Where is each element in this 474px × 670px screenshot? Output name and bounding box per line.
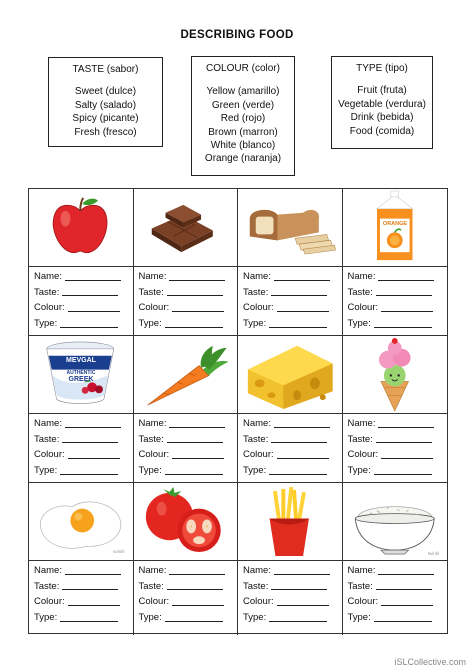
colour-answer-line[interactable] <box>172 458 224 459</box>
tomato-picture-cell <box>134 483 239 561</box>
type-answer-line[interactable] <box>374 621 432 622</box>
ice-cream-description-fields <box>343 414 448 483</box>
taste-label: Taste: <box>243 433 269 445</box>
cheese-description-fields <box>238 414 343 483</box>
taste-label: Taste: <box>138 433 164 445</box>
type-answer-line[interactable] <box>165 621 223 622</box>
taste-answer-line[interactable] <box>271 295 327 296</box>
taste-label: Taste: <box>347 580 373 592</box>
type-legend-item: Food (comida) <box>349 125 415 137</box>
colour-label: Colour: <box>243 302 274 314</box>
taste-legend-box <box>48 57 163 147</box>
tomato-description-fields <box>134 561 239 635</box>
taste-legend-item: Spicy (picante) <box>72 113 139 125</box>
colour-label: Colour: <box>34 596 65 608</box>
type-answer-line[interactable] <box>60 621 118 622</box>
colour-answer-line[interactable] <box>68 605 120 606</box>
yogurt-greek-label: GREEK <box>68 376 94 383</box>
taste-answer-line[interactable] <box>167 295 223 296</box>
chocolate-picture-cell <box>134 189 239 267</box>
taste-answer-line[interactable] <box>376 442 432 443</box>
apple-description-fields <box>29 267 134 336</box>
name-answer-line[interactable] <box>169 280 225 281</box>
orange-juice-description-fields <box>343 267 448 336</box>
colour-label: Colour: <box>347 302 379 314</box>
colour-legend-item: Yellow (amarillo) <box>206 86 280 98</box>
name-answer-line[interactable] <box>378 280 434 281</box>
taste-label: Taste: <box>243 286 269 298</box>
type-label: Type: <box>243 612 267 624</box>
name-label: Name: <box>347 418 376 430</box>
colour-label: Colour: <box>243 596 274 608</box>
type-legend-header: TYPE (tipo) <box>356 63 408 74</box>
carrot-description-fields <box>134 414 239 483</box>
colour-answer-line[interactable] <box>68 311 120 312</box>
fries-picture-cell <box>238 483 343 561</box>
type-answer-line[interactable] <box>165 327 223 328</box>
yogurt-authentic-label: AUTHENTIC <box>66 370 96 376</box>
type-label: Type: <box>34 465 58 477</box>
bread-icon <box>238 189 342 266</box>
watermark-label: twinkl <box>427 551 439 556</box>
type-legend-item: Fruit (fruta) <box>357 85 407 97</box>
ice-cream-icon <box>343 336 448 413</box>
name-label: Name: <box>243 418 271 430</box>
type-answer-line[interactable] <box>374 327 432 328</box>
colour-legend-item: Orange (naranja) <box>204 153 282 165</box>
type-label: Type: <box>243 465 267 477</box>
taste-label: Taste: <box>34 286 60 298</box>
cheese-icon <box>238 336 342 413</box>
taste-answer-line[interactable] <box>271 589 327 590</box>
colour-legend-item: White (blanco) <box>210 140 276 152</box>
taste-answer-line[interactable] <box>167 589 223 590</box>
colour-label: Colour: <box>138 449 170 461</box>
type-answer-line[interactable] <box>269 474 327 475</box>
type-answer-line[interactable] <box>165 474 223 475</box>
taste-legend-item: Fresh (fresco) <box>74 126 137 138</box>
taste-label: Taste: <box>34 433 60 445</box>
colour-label: Colour: <box>347 596 379 608</box>
taste-label: Taste: <box>347 433 373 445</box>
bread-picture-cell <box>238 189 343 267</box>
colour-label: Colour: <box>347 449 379 461</box>
colour-answer-line[interactable] <box>277 458 329 459</box>
taste-answer-line[interactable] <box>62 295 118 296</box>
chocolate-description-fields <box>134 267 239 336</box>
egg-description-fields <box>29 561 134 635</box>
apple-icon <box>29 189 133 266</box>
colour-label: Colour: <box>243 449 274 461</box>
name-answer-line[interactable] <box>65 427 121 428</box>
type-answer-line[interactable] <box>60 474 118 475</box>
type-label: Type: <box>347 465 371 477</box>
type-label: Type: <box>243 318 267 330</box>
name-label: Name: <box>138 565 167 577</box>
colour-legend-item: Green (verde) <box>211 99 275 111</box>
chocolate-icon <box>134 189 238 266</box>
name-label: Name: <box>243 565 271 577</box>
taste-answer-line[interactable] <box>376 295 432 296</box>
rice-picture-cell <box>343 483 448 561</box>
colour-answer-line[interactable] <box>277 605 329 606</box>
watermark-label: twinkl <box>113 549 125 554</box>
type-answer-line[interactable] <box>269 621 327 622</box>
colour-label: Colour: <box>34 449 65 461</box>
name-label: Name: <box>243 271 271 283</box>
type-label: Type: <box>138 465 162 477</box>
type-legend-item: Drink (bebida) <box>350 112 414 124</box>
name-answer-line[interactable] <box>65 574 121 575</box>
yogurt-description-fields <box>29 414 134 483</box>
name-label: Name: <box>138 271 167 283</box>
name-label: Name: <box>34 418 62 430</box>
taste-legend-item: Salty (salado) <box>74 99 137 111</box>
name-answer-line[interactable] <box>274 427 330 428</box>
colour-answer-line[interactable] <box>381 605 433 606</box>
cheese-picture-cell <box>238 336 343 414</box>
carrot-icon <box>134 336 238 413</box>
type-label: Type: <box>347 318 371 330</box>
type-label: Type: <box>138 612 162 624</box>
tomato-icon <box>134 483 238 560</box>
colour-legend-header: COLOUR (color) <box>206 63 280 74</box>
type-answer-line[interactable] <box>60 327 118 328</box>
name-answer-line[interactable] <box>274 280 330 281</box>
colour-answer-line[interactable] <box>277 311 329 312</box>
colour-legend-item: Brown (marron) <box>208 126 278 138</box>
type-label: Type: <box>347 612 371 624</box>
taste-answer-line[interactable] <box>62 442 118 443</box>
colour-answer-line[interactable] <box>68 458 120 459</box>
name-answer-line[interactable] <box>169 574 225 575</box>
colour-legend-item: Red (rojo) <box>220 113 266 125</box>
colour-label: Colour: <box>138 302 170 314</box>
taste-legend-header: TASTE (sabor) <box>72 64 139 75</box>
juice-carton-icon <box>343 189 448 266</box>
ice-cream-picture-cell <box>343 336 448 414</box>
colour-label: Colour: <box>138 596 170 608</box>
colour-answer-line[interactable] <box>172 605 224 606</box>
name-answer-line[interactable] <box>378 427 434 428</box>
colour-answer-line[interactable] <box>381 311 433 312</box>
taste-answer-line[interactable] <box>62 589 118 590</box>
type-answer-line[interactable] <box>374 474 432 475</box>
taste-label: Taste: <box>347 286 373 298</box>
name-label: Name: <box>347 565 376 577</box>
carrot-picture-cell <box>134 336 239 414</box>
taste-legend-item: Sweet (dulce) <box>74 86 137 98</box>
type-answer-line[interactable] <box>269 327 327 328</box>
name-label: Name: <box>347 271 376 283</box>
juice-carton-label: ORANGE <box>382 221 408 227</box>
egg-picture-cell <box>29 483 134 561</box>
colour-label: Colour: <box>34 302 65 314</box>
name-label: Name: <box>34 271 62 283</box>
name-answer-line[interactable] <box>65 280 121 281</box>
colour-answer-line[interactable] <box>381 458 433 459</box>
yogurt-picture-cell <box>29 336 134 414</box>
site-footer-watermark: iSLCollective.com <box>394 657 466 667</box>
type-label: Type: <box>34 612 58 624</box>
taste-label: Taste: <box>34 580 60 592</box>
page-title: DESCRIBING FOOD <box>180 29 294 41</box>
rice-bowl-icon <box>343 483 448 560</box>
type-legend-box <box>331 56 433 149</box>
yogurt-brand-label: MEVGAL <box>66 357 96 364</box>
taste-answer-line[interactable] <box>167 442 223 443</box>
name-label: Name: <box>138 418 167 430</box>
bread-description-fields <box>238 267 343 336</box>
colour-answer-line[interactable] <box>172 311 224 312</box>
type-label: Type: <box>34 318 58 330</box>
taste-label: Taste: <box>138 580 164 592</box>
fries-description-fields <box>238 561 343 635</box>
type-legend-item: Vegetable (verdura) <box>338 98 426 110</box>
food-worksheet-grid <box>28 188 448 634</box>
taste-answer-line[interactable] <box>271 442 327 443</box>
name-answer-line[interactable] <box>378 574 434 575</box>
type-label: Type: <box>138 318 162 330</box>
name-answer-line[interactable] <box>169 427 225 428</box>
rice-description-fields <box>343 561 448 635</box>
apple-picture-cell <box>29 189 134 267</box>
taste-label: Taste: <box>243 580 269 592</box>
taste-answer-line[interactable] <box>376 589 432 590</box>
colour-legend-box <box>191 56 295 176</box>
name-answer-line[interactable] <box>274 574 330 575</box>
orange-juice-picture-cell <box>343 189 448 267</box>
name-label: Name: <box>34 565 62 577</box>
french-fries-icon <box>238 483 342 560</box>
taste-label: Taste: <box>138 286 164 298</box>
